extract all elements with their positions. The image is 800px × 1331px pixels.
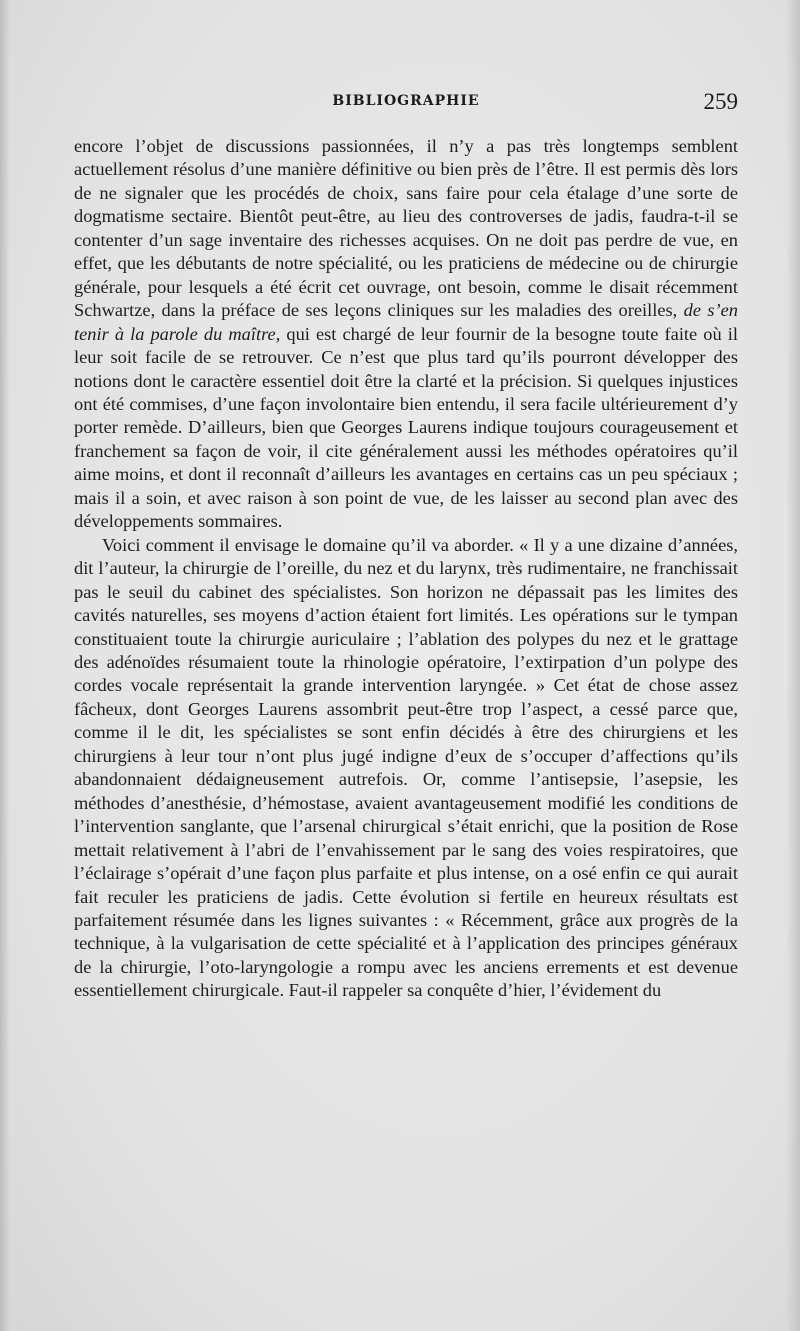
paragraph-1 bbox=[74, 135, 738, 534]
paragraph-1-part-b: , qui est chargé de leur fournir de la besogne toute faite où il leur soit facile de se retrouver. Ce n’est que plus tard qu’ils pourront développer des notions dont le caractère essentiel doit être la clarté et la précision. Si quelques injustices ont été commises, d’une façon involontaire bien entendu, il sera facile ultérieurement d’y porter remède. D’ailleurs, bien que Georges Laurens indique toujours courageusement et franchement sa façon de voir, il cite généralement aussi les méthodes opératoires qu’il aime moins, et dont il reconnaît d’ailleurs les avantages en certains cas un peu spéciaux ; mais il a soin, et avec raison à son point de vue, de les laisser au second plan avec des développements sommaires. bbox=[74, 323, 738, 532]
italic-quote: de s’en tenir à la parole du maître bbox=[74, 300, 738, 344]
paragraph-1-part-a: encore l’objet de discussions passionnées, il n’y a pas très longtemps semblent actuellement résolus d’une manière définitive ou bien près de l’être. Il est permis dès lors de ne signaler que les procédés de choix, sans faire pour cela étalage d’une sorte de dogmatisme sectaire. Bientôt peut-être, au lieu des controverses de jadis, faudra-t-il se contenter d’un sage inventaire des richesses acquises. On ne doit pas perdre de vue, en effet, que les débutants de notre spécialité, ou les praticiens de médecine ou de chirurgie générale, pour lesquels a été écrit cet ouvrage, ont besoin, comme le disait récemment Schwartze, dans la préface de ses leçons cliniques sur les maladies des oreilles, bbox=[74, 136, 738, 321]
page-shadow-right bbox=[786, 0, 800, 1331]
page-shadow-left bbox=[0, 0, 10, 1331]
page-number: 259 bbox=[703, 89, 738, 114]
page-header bbox=[74, 89, 738, 117]
running-head: BIBLIOGRAPHIE bbox=[332, 93, 480, 109]
body-text bbox=[74, 135, 738, 1003]
paragraph-2: Voici comment il envisage le domaine qu’il va aborder. « Il y a une dizaine d’années, dit l’auteur, la chirurgie de l’oreille, du nez et du larynx, très rudimentaire, ne franchissait pas le seuil du cabinet des spécialistes. Son horizon ne dépassait pas les limites des cavités naturelles, ses moyens d’action étaient fort limités. Les opérations sur le tympan constituaient toute la chirurgie auriculaire ; l’ablation des polypes du nez et le grattage des adénoïdes résumaient toute la rhinologie opératoire, l’extirpation d’un polype des cordes vocale représentait la grande intervention laryngée. » Cet état de chose assez fâcheux, dont Georges Laurens assombrit peut-être trop l’aspect, a cessé parce que, comme il le dit, les spécialistes se sont enfin décidés à être des chirurgiens et les chirurgiens à leur tour n’ont plus jugé indigne d’eux de s’occuper d’affections qu’ils abandonnaient dédaigneusement autrefois. Or, comme l’antisepsie, l’asepsie, les méthodes d’anesthésie, d’hémostase, avaient avantageusement modifié les conditions de l’intervention sanglante, que l’arsenal chirurgical s’était enrichi, que la position de Rose mettait relativement à l’abri de l’envahissement par le sang des voies respiratoires, que l’éclairage s’opérait d’une façon plus parfaite et plus intense, on a osé enfin ce qui aurait fait reculer les praticiens de jadis. Cette évolution si fertile en heureux résultats est parfaitement résumée dans les lignes suivantes : « Récemment, grâce aux progrès de la technique, à la vulgarisation de cette spécialité et à l’application des principes généraux de la chirurgie, l’oto-laryngologie a rompu avec les anciens errements et est devenue essentiellement chirurgicale. Faut-il rappeler sa conquête d’hier, l’évidement du bbox=[74, 534, 738, 1001]
